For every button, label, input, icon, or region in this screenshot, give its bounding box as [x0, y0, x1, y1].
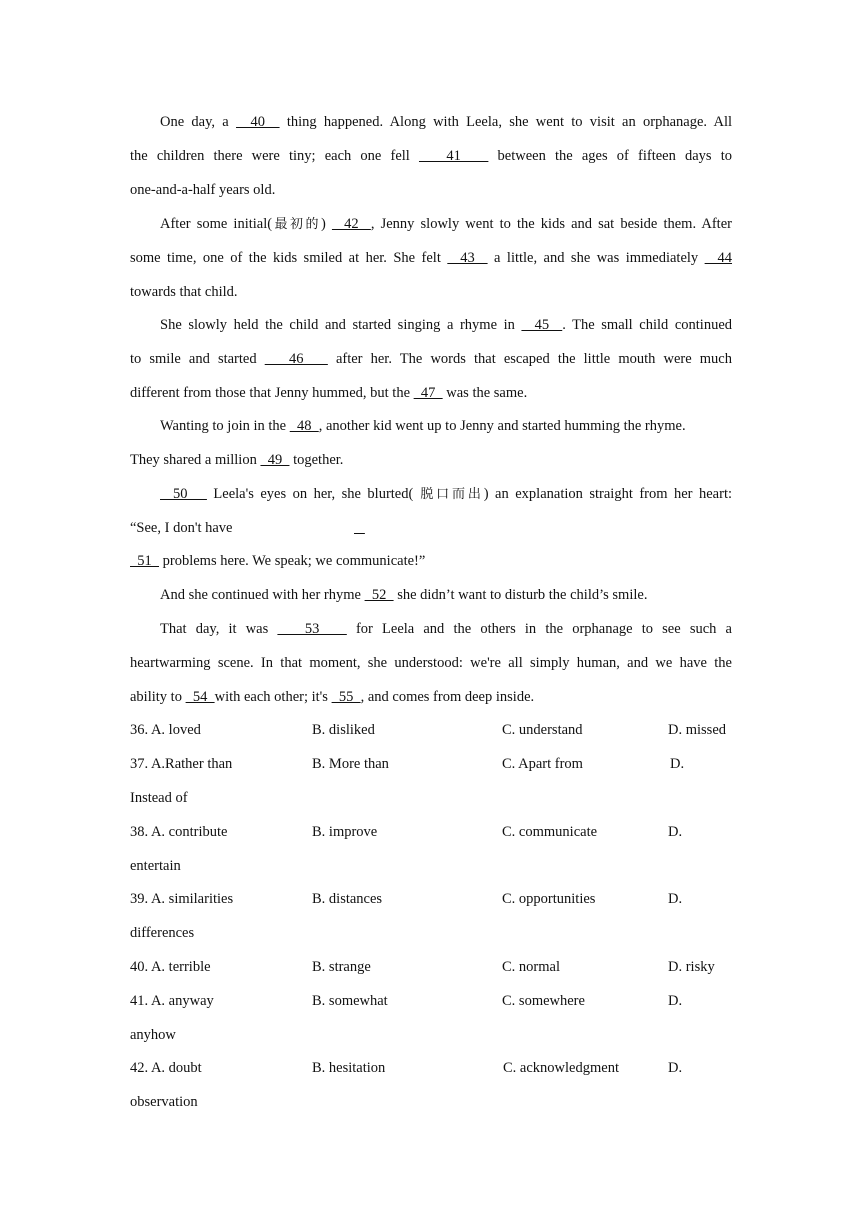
option-c: C. acknowledgment [503, 1060, 619, 1076]
passage-line [160, 315, 732, 335]
blank-49: 49 [260, 452, 290, 468]
text: , another kid went up to Jenny and started humming the rhyme. [318, 418, 686, 434]
passage-line [130, 383, 732, 403]
option-d-continued: differences [130, 925, 195, 941]
blank-44: 44 [704, 250, 733, 266]
option-d: D. [668, 1060, 683, 1076]
text: , and comes from deep inside. [360, 689, 535, 705]
chinese-gloss: 最初的 [272, 217, 321, 232]
text: She slowly held the child and started singing a rhyme in [160, 317, 522, 333]
passage-line [130, 450, 732, 470]
text: Leela's eyes on her, she blurted( [206, 486, 414, 502]
text: to smile and started [130, 351, 265, 367]
option-c: C. communicate [502, 824, 598, 840]
option-b: B. somewhat [312, 993, 388, 1009]
option-d-continued: observation [130, 1094, 198, 1110]
option-d: D. [668, 993, 683, 1009]
passage-line [160, 619, 732, 639]
option-d: D. [668, 824, 683, 840]
option-a: 42. A. doubt [130, 1060, 202, 1076]
option-b: B. improve [312, 824, 378, 840]
passage-line [130, 282, 732, 302]
blank-40: 40 [236, 114, 280, 130]
blank-45: 45 [521, 317, 563, 333]
option-b: B. disliked [312, 722, 375, 738]
blank-41: 41 [418, 148, 489, 164]
option-d: D. risky [668, 959, 715, 975]
text: problems here. We speak; we communicate!” [159, 553, 426, 569]
passage-line [130, 146, 732, 166]
option-d: D. [668, 891, 683, 907]
option-c: C. understand [502, 722, 583, 738]
blank-55: 55 [331, 689, 361, 705]
option-c: C. Apart from [502, 756, 583, 772]
text: “See, I don't have [130, 520, 233, 536]
blank-43: 43 [447, 250, 488, 266]
text: . The small child continued [562, 317, 733, 333]
text: towards that child. [130, 284, 238, 300]
text: heartwarming scene. In that moment, she understood: we're all simply human, and we have the [130, 655, 732, 671]
blank-stray [354, 518, 365, 538]
passage-line [130, 180, 732, 200]
option-d-continued: entertain [130, 858, 181, 874]
option-c: C. opportunities [502, 891, 596, 907]
blank-51: 51 [130, 553, 159, 569]
passage-line [160, 112, 732, 132]
text: Wanting to join in the [160, 418, 290, 434]
option-a: 38. A. contribute [130, 824, 228, 840]
option-c: C. normal [502, 959, 560, 975]
text: After some initial( [160, 216, 273, 232]
passage-line [160, 214, 732, 235]
text: ability to [130, 689, 186, 705]
option-b: B. strange [312, 959, 371, 975]
option-d-continued: Instead of [130, 790, 188, 806]
text: And she continued with her rhyme [160, 587, 365, 603]
option-a: 41. A. anyway [130, 993, 214, 1009]
text: ) [321, 216, 332, 232]
blank-53: 53 [277, 621, 347, 637]
text: different from those that Jenny hummed, but the [130, 385, 414, 401]
text: with each other; it's [214, 689, 332, 705]
text: They shared a million [130, 452, 261, 468]
text: the children there were tiny; each one fell [130, 148, 419, 164]
passage-line [160, 484, 732, 505]
text: one-and-a-half years old. [130, 182, 276, 198]
option-b: B. More than [312, 756, 389, 772]
passage-line [130, 551, 732, 571]
option-d: D. missed [668, 722, 726, 738]
blank-42: 42 [331, 216, 371, 232]
passage-line [130, 248, 732, 268]
option-a: 39. A. similarities [130, 891, 234, 907]
option-c: C. somewhere [502, 993, 585, 1009]
blank-50: 50 [160, 486, 207, 502]
text: , Jenny slowly went to the kids and sat beside them. After [370, 216, 732, 232]
text: for Leela and the others in the orphanage to see such a [346, 621, 732, 637]
blank-52: 52 [364, 587, 394, 603]
text: a little, and she was immediately [487, 250, 705, 266]
blank-47: 47 [413, 385, 443, 401]
passage-line [130, 518, 732, 538]
option-a: 40. A. terrible [130, 959, 211, 975]
option-a: 37. A.Rather than [130, 756, 233, 772]
text: some time, one of the kids smiled at her. She felt [130, 250, 448, 266]
passage-line [130, 687, 732, 707]
text: That day, it was [160, 621, 278, 637]
option-a: 36. A. loved [130, 722, 201, 738]
option-d-continued: anyhow [130, 1027, 176, 1043]
chinese-gloss: 脱口而出 [413, 487, 484, 502]
text: was the same. [442, 385, 528, 401]
text: together. [289, 452, 344, 468]
option-d: D. [670, 756, 685, 772]
blank-48: 48 [289, 418, 319, 434]
passage-line [130, 349, 732, 369]
text: between the ages of fifteen days to [488, 148, 733, 164]
text: after her. The words that escaped the little mouth were much [327, 351, 732, 367]
option-b: B. distances [312, 891, 383, 907]
passage-line [130, 653, 732, 673]
text: she didn’t want to disturb the child’s smile. [393, 587, 648, 603]
blank-54: 54 [185, 689, 215, 705]
option-b: B. hesitation [312, 1060, 386, 1076]
passage-line [160, 585, 732, 605]
text: One day, a [160, 114, 237, 130]
passage-line [160, 416, 732, 436]
text: ) an explanation straight from her heart: [483, 486, 733, 502]
blank-46: 46 [264, 351, 328, 367]
text: thing happened. Along with Leela, she went to visit an orphanage. All [279, 114, 732, 130]
